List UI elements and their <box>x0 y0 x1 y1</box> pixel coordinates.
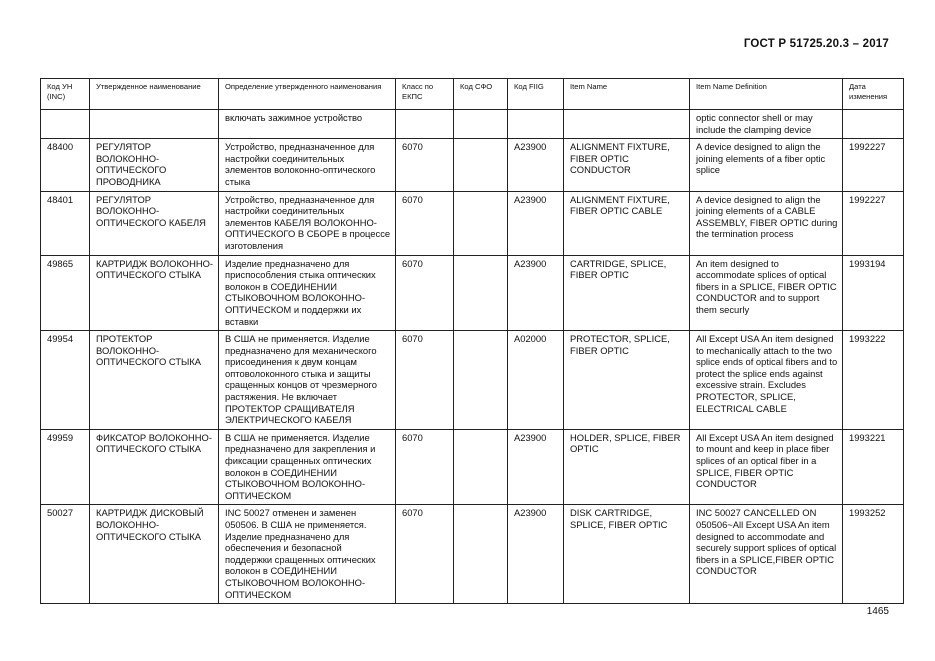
cell-name: КАРТРИДЖ ВОЛОКОННО-ОПТИЧЕСКОГО СТЫКА <box>90 255 219 331</box>
cell-item-name-definition: INC 50027 CANCELLED ON 050506~All Except USA An item designed to accommodate and securely support splices of optical fibers in a SPLICE,FIBER OPTIC CONDUCTOR <box>690 505 843 604</box>
cell-definition: В США не применяется. Изделие предназначено для механического присоединения к двум концам оптоволоконного стыка и защиты сращенных концов от чрезмерного растяжения. Не включает ПРОТЕКТОР СРАЩИВАТЕЛЯ ЭЛЕКТРИЧЕСКОГО КАБЕЛЯ <box>219 331 396 430</box>
header-name: Утвержденное наименование <box>90 79 219 110</box>
cell-inc <box>41 110 90 139</box>
cell-fiig <box>508 110 564 139</box>
cell-class: 6070 <box>396 139 454 191</box>
cell-item-name: DISK CARTRIDGE, SPLICE, FIBER OPTIC <box>564 505 690 604</box>
cell-definition: Изделие предназначено для приспособления стыка оптических волокон в СОЕДИНЕНИИ СТЫКОВОЧНОМ ВОЛОКОННО-ОПТИЧЕСКОМ и поддержки их вставки <box>219 255 396 331</box>
table-row <box>41 255 904 331</box>
cell-name: РЕГУЛЯТОР ВОЛОКОННО-ОПТИЧЕСКОГО ПРОВОДНИКА <box>90 139 219 191</box>
cell-item-name: PROTECTOR, SPLICE, FIBER OPTIC <box>564 331 690 430</box>
cell-sfo <box>454 110 508 139</box>
specification-table <box>40 78 904 604</box>
cell-item-name-definition: An item designed to accommodate splices of optical fibers in a SPLICE, FIBER OPTIC CONDUCTOR and to support them securly <box>690 255 843 331</box>
header-class: Класс по ЕКПС <box>396 79 454 110</box>
header-date: Дата изменения <box>843 79 904 110</box>
page-number: 1465 <box>866 606 889 617</box>
cell-item-name: HOLDER, SPLICE, FIBER OPTIC <box>564 429 690 505</box>
continuation-row <box>41 110 904 139</box>
document-title: ГОСТ Р 51725.20.3 – 2017 <box>743 38 889 50</box>
cell-date: 1993252 <box>843 505 904 604</box>
cell-date: 1993221 <box>843 429 904 505</box>
cell-item-name-definition: A device designed to align the joining elements of a CABLE ASSEMBLY, FIBER OPTIC during the termination process <box>690 191 843 255</box>
header-item-name: Item Name <box>564 79 690 110</box>
cell-definition: В США не применяется. Изделие предназначено для закрепления и фиксации сращенных оптических волокон в СОЕДИНЕНИИ СТЫКОВОЧНОМ ВОЛОКОННО-ОПТИЧЕСКОМ <box>219 429 396 505</box>
cell-date: 1993194 <box>843 255 904 331</box>
cell-name <box>90 110 219 139</box>
cell-sfo <box>454 331 508 430</box>
header-inc: Код УН (INC) <box>41 79 90 110</box>
cell-sfo <box>454 429 508 505</box>
cell-item-name-definition: A device designed to align the joining elements of a fiber optic splice <box>690 139 843 191</box>
cell-class <box>396 110 454 139</box>
cell-name: РЕГУЛЯТОР ВОЛОКОННО-ОПТИЧЕСКОГО КАБЕЛЯ <box>90 191 219 255</box>
cell-class: 6070 <box>396 331 454 430</box>
header-fiig: Код FIIG <box>508 79 564 110</box>
cell-sfo <box>454 139 508 191</box>
cell-definition: Устройство, предназначенное для настройки соединительных элементов КАБЕЛЯ ВОЛОКОННО-ОПТИЧЕСКОГО В СБОРЕ в процессе изготовления <box>219 191 396 255</box>
cell-name: ПРОТЕКТОР ВОЛОКОННО-ОПТИЧЕСКОГО СТЫКА <box>90 331 219 430</box>
cell-name: ФИКСАТОР ВОЛОКОННО-ОПТИЧЕСКОГО СТЫКА <box>90 429 219 505</box>
cell-class: 6070 <box>396 255 454 331</box>
cell-item-name: ALIGNMENT FIXTURE, FIBER OPTIC CONDUCTOR <box>564 139 690 191</box>
table-row <box>41 191 904 255</box>
cell-fiig: A23900 <box>508 191 564 255</box>
header-sfo: Код СФО <box>454 79 508 110</box>
cell-item-name: ALIGNMENT FIXTURE, FIBER OPTIC CABLE <box>564 191 690 255</box>
cell-item-name-definition: All Except USA An item designed to mount and keep in place fiber splices of an optical fiber in a SPLICE, FIBER OPTIC CONDUCTOR <box>690 429 843 505</box>
cell-inc: 50027 <box>41 505 90 604</box>
cell-class: 6070 <box>396 429 454 505</box>
cell-date: 1992227 <box>843 139 904 191</box>
cell-inc: 49954 <box>41 331 90 430</box>
cell-inc: 49865 <box>41 255 90 331</box>
cell-class: 6070 <box>396 191 454 255</box>
cell-fiig: A23900 <box>508 139 564 191</box>
cell-inc: 48401 <box>41 191 90 255</box>
header-item-name-definition: Item Name Definition <box>690 79 843 110</box>
cell-name: КАРТРИДЖ ДИСКОВЫЙ ВОЛОКОННО-ОПТИЧЕСКОГО СТЫКА <box>90 505 219 604</box>
cell-definition: INC 50027 отменен и заменен 050506. В США не применяется. Изделие предназначено для обеспечения и безопасной поддержки сращенных оптических волокон в СОЕДИНЕНИИ СТЫКОВОЧНОМ ВОЛОКОННО-ОПТИЧЕСКОМ <box>219 505 396 604</box>
cell-item-name-definition: All Except USA An item designed to mechanically attach to the two splice ends of optical fibers and to protect the splice ends against excessive strain. Excludes PROTECTOR, SPLICE, ELECTRICAL CABLE <box>690 331 843 430</box>
cell-date <box>843 110 904 139</box>
cell-date: 1993222 <box>843 331 904 430</box>
cell-class: 6070 <box>396 505 454 604</box>
cell-definition: Устройство, предназначенное для настройки соединительных элементов волоконно-оптического стыка <box>219 139 396 191</box>
cell-sfo <box>454 255 508 331</box>
cell-fiig: A23900 <box>508 429 564 505</box>
cell-fiig: A02000 <box>508 331 564 430</box>
cell-item-name: CARTRIDGE, SPLICE, FIBER OPTIC <box>564 255 690 331</box>
table-row <box>41 429 904 505</box>
cell-date: 1992227 <box>843 191 904 255</box>
cell-inc: 48400 <box>41 139 90 191</box>
cell-inc: 49959 <box>41 429 90 505</box>
cell-sfo <box>454 191 508 255</box>
cell-fiig: A23900 <box>508 255 564 331</box>
table-row <box>41 139 904 191</box>
cell-sfo <box>454 505 508 604</box>
table-row <box>41 331 904 430</box>
header-definition: Определение утвержденного наименования <box>219 79 396 110</box>
cell-item-name-definition: optic connector shell or may include the clamping device <box>690 110 843 139</box>
cell-definition: включать зажимное устройство <box>219 110 396 139</box>
table-row <box>41 505 904 604</box>
cell-item-name <box>564 110 690 139</box>
cell-fiig: A23900 <box>508 505 564 604</box>
header-row <box>41 79 904 110</box>
